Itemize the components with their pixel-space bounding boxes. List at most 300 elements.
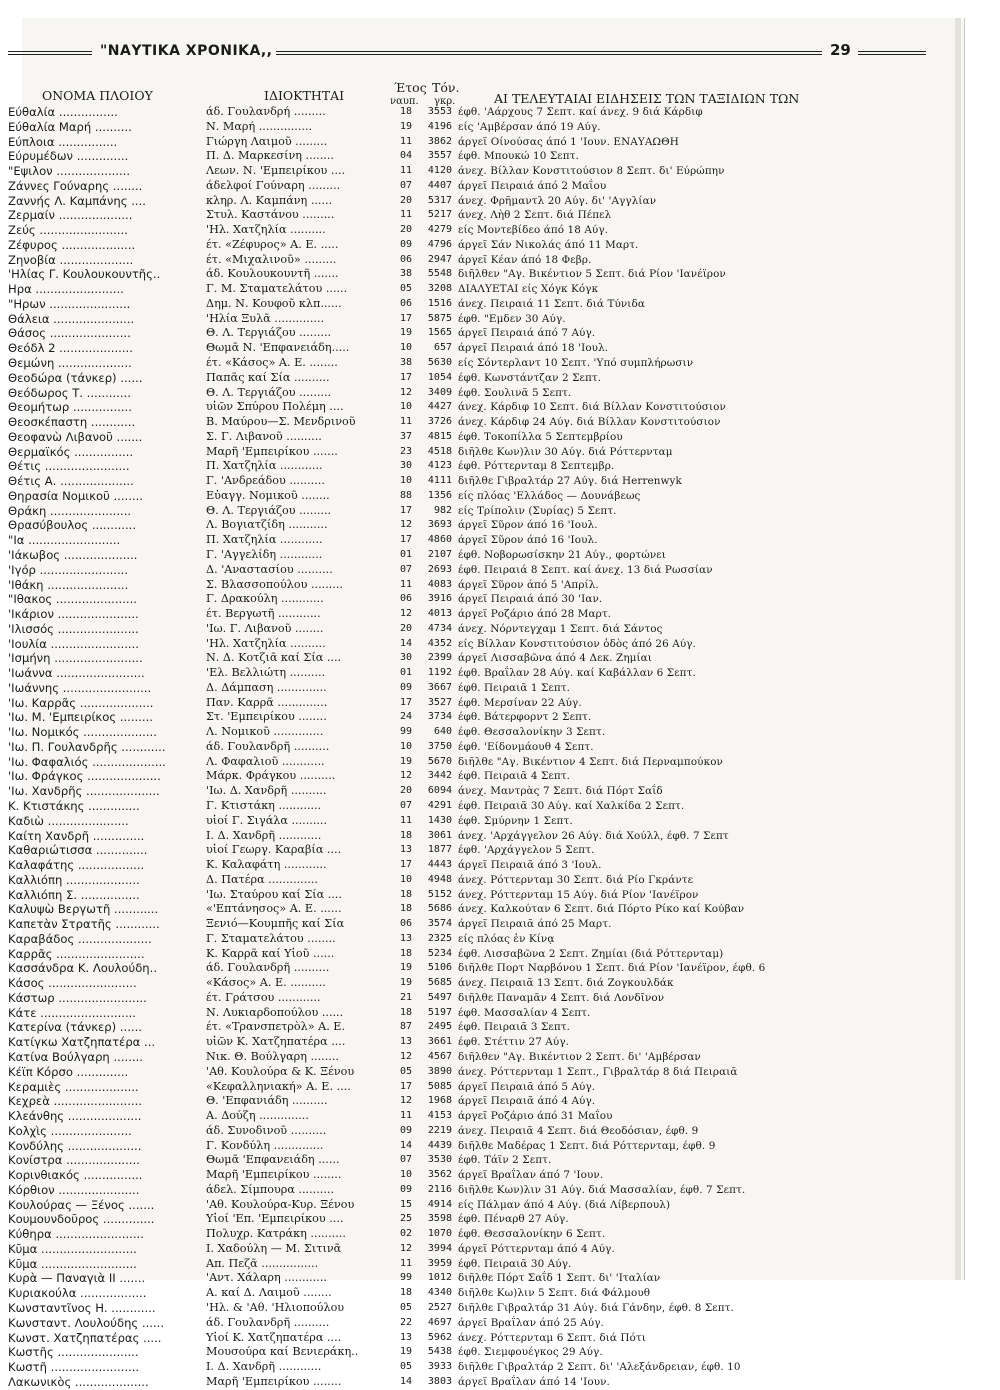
voyage-news: διῆλθε Κων)λιν 31 Αύγ. διά Μασσαλίαν, έφθ. 7 Σεπτ. [458, 1183, 746, 1196]
build-year: 12 [399, 770, 412, 782]
ship-name: Εύθαλία ................ [8, 105, 118, 119]
journal-title: "ΝΑΥΤΙΚΑ ΧΡΟΝΙΚΑ,, [100, 43, 273, 59]
gross-tons: 4948 [427, 873, 452, 885]
ship-name: Καθαριώτισσα .............. [8, 843, 148, 858]
ship-name: 'Ιω. Φράγκος .................... [8, 769, 161, 784]
gross-tons: 4518 [427, 445, 452, 457]
column-head-year-sub: ναυπ. [390, 96, 419, 107]
ship-name: Κωνσταντῖνος Η. ............ [8, 1301, 156, 1316]
table-row [8, 149, 928, 164]
ship-name: Κλεάνθης .................... [8, 1109, 142, 1124]
voyage-news: έφθ. Μπουκώ 10 Σεπτ. [458, 150, 579, 163]
owner-name: Εὐαγγ. Νομικοῦ ........ [206, 488, 330, 502]
owner-name: Απ. Πεζᾶ ................ [206, 1256, 319, 1270]
column-head-year: Έτος [394, 80, 427, 95]
owner-name: Γιώργη Λαιμοῦ ......... [206, 134, 328, 148]
table-row [8, 223, 928, 238]
voyage-news: άνεχ. Βίλλαν Κονστιτούσιον 8 Σεπτ. δι' Εύρώπην [458, 165, 725, 178]
gross-tons: 4083 [427, 578, 452, 590]
ship-name: Θηρασία Νομικοῦ ........ [8, 488, 143, 503]
voyage-news: άνεχ. Ρόττερνταμ 15 Αύγ. διά Ρίον 'Ιανέϊρον [458, 888, 699, 901]
voyage-news: είς Τρίπολιν (Συρίας) 5 Σεπτ. [458, 504, 617, 517]
build-year: 12 [399, 1242, 412, 1254]
owner-name: Παπᾶς καί Σία .......... [206, 370, 330, 384]
gross-tons: 982 [433, 504, 452, 516]
gross-tons: 3661 [427, 1036, 452, 1048]
ship-name: Καπετὰν Στρατῆς ............ [8, 917, 160, 932]
voyage-news: άργεῖ Πειραιᾶ άπό 3 'Ιουλ. [458, 859, 602, 872]
gross-tons: 5234 [427, 947, 452, 959]
table-row [8, 1124, 928, 1139]
owner-name: Μαρῆ 'Εμπειρίκου ........ [206, 1374, 342, 1388]
owner-name: κληρ. Λ. Καμπάνη ...... [206, 193, 333, 207]
owner-name: Π. Χατζηλία ............ [206, 533, 323, 547]
build-year: 13 [399, 844, 412, 856]
ship-name: Εύρυμέδων .............. [8, 149, 129, 164]
table-row [8, 578, 928, 593]
table-row [8, 696, 928, 711]
ship-name: Καλλιόπη .................... [8, 872, 140, 887]
gross-tons: 657 [433, 342, 452, 354]
ship-name: Κωνσταντ. Λουλούδης ...... [8, 1315, 165, 1330]
table-row [8, 991, 928, 1006]
build-year: 09 [399, 1124, 412, 1136]
gross-tons: 5106 [427, 962, 452, 974]
build-year: 19 [399, 755, 412, 767]
owner-name: υἱῶν Κ. Χατζηπατέρα .... [206, 1035, 346, 1049]
build-year: 18 [399, 106, 412, 117]
gross-tons: 5152 [427, 888, 452, 900]
owner-name: Δημ. Ν. Κουφοῦ κλπ...... [206, 296, 342, 310]
voyage-news: έφθ. Τάϊν 2 Σεπτ. [458, 1154, 552, 1167]
owner-name: Π. Δ. Μαρκεσίνη ........ [206, 149, 334, 163]
ship-name: Εύπλοια ................ [8, 134, 118, 149]
owner-name: Δ. Πατέρα .............. [206, 872, 318, 886]
build-year: 07 [399, 179, 412, 191]
ship-name: Θεόδωρος Τ. ............ [8, 385, 131, 400]
gross-tons: 1968 [427, 1095, 452, 1107]
build-year: 20 [399, 622, 412, 634]
table-row [8, 1168, 928, 1183]
build-year: 13 [399, 1036, 412, 1048]
table-row [8, 1316, 928, 1331]
voyage-news: διῆλθε Κω)λιν 5 Σεπτ. διά Φάλμουθ [458, 1287, 651, 1300]
gross-tons: 4860 [427, 534, 452, 546]
table-row [8, 430, 928, 445]
table-row [8, 445, 928, 460]
ship-name: Κωνστ. Χατζηπατέρας ..... [8, 1330, 162, 1345]
build-year: 87 [399, 1021, 412, 1033]
build-year: 19 [399, 120, 412, 132]
table-row [8, 120, 928, 135]
gross-tons: 2495 [427, 1021, 452, 1033]
table-row [8, 1094, 928, 1109]
gross-tons: 1012 [427, 1272, 452, 1284]
header-rule-end [858, 51, 926, 55]
gross-tons: 5685 [427, 977, 452, 989]
build-year: 09 [399, 681, 412, 693]
table-row [8, 548, 928, 563]
owner-name: 'Ελ. Βελλιώτη .......... [206, 666, 326, 680]
voyage-news: άνεχ. Πειραιᾶ 4 Σεπτ. διά Θεοδόσιαν, έφθ. 9 [458, 1124, 699, 1137]
header-rule-left [8, 51, 92, 55]
build-year: 25 [399, 1213, 412, 1225]
build-year: 07 [399, 1154, 412, 1166]
voyage-news: έφθ. 'Αρχάγγελον 5 Σεπτ. [458, 844, 595, 857]
owner-name: 'Ιω. Σταύρου καί Σία .... [206, 887, 342, 901]
table-row [8, 1020, 928, 1035]
ship-name: Καδιὼ ...................... [8, 813, 129, 828]
table-row [8, 400, 928, 415]
table-row [8, 533, 928, 548]
build-year: 09 [399, 238, 412, 250]
owner-name: Θ. Λ. Τεργιάζου ......... [206, 503, 332, 517]
page-edge-shadow [955, 18, 961, 1280]
table-row [8, 917, 928, 932]
build-year: 19 [399, 1346, 412, 1358]
owner-name: Νικ. Θ. Βούλγαρη ........ [206, 1050, 339, 1063]
ship-name: 'Ιάκωβος .................... [8, 547, 138, 562]
ship-name: Εύθαλία Μαρή .......... [8, 119, 132, 134]
gross-tons: 1356 [427, 489, 452, 501]
gross-tons: 2107 [427, 548, 452, 560]
table-row [8, 1035, 928, 1050]
owner-name: υἱοί Γ. Σιγάλα .......... [206, 813, 328, 827]
ship-name: Ζηνοβία .................... [8, 252, 134, 267]
ship-name: Θεοσκέπαστη ............ [8, 415, 136, 430]
table-row [8, 1331, 928, 1346]
ship-name: Κασσάνδρα Κ. Λουλούδη.. [8, 961, 158, 976]
table-row [8, 371, 928, 386]
gross-tons: 4120 [427, 165, 452, 177]
voyage-news: άργεῖ Πειραιά άπό 18 'Ιουλ. [458, 342, 609, 355]
table-row [8, 681, 928, 696]
table-row [8, 238, 928, 253]
ship-name: Κ. Κτιστάκης .............. [8, 798, 140, 813]
owner-name: Γ. 'Ανδρεάδου .......... [206, 474, 325, 488]
gross-tons: 3574 [427, 918, 452, 930]
build-year: 18 [399, 903, 412, 915]
owner-name: «Κεφαλληνιακή» Α. Ε. .... [206, 1079, 351, 1093]
owner-name: άδ. Γουλανδρῆ .......... [206, 961, 330, 975]
voyage-news: διῆλθε "Αγ. Βικέντιον 4 Σεπτ. διά Περναμπούκον [458, 755, 723, 768]
ship-name: Θεοφανὼ Λιβανοῦ ....... [8, 429, 143, 444]
build-year: 10 [399, 873, 412, 885]
gross-tons: 5317 [427, 194, 452, 206]
owner-name: Κ. Καλαφάτη ............ [206, 858, 327, 872]
ship-name: Ζάννες Γούναρης ........ [8, 178, 143, 193]
owner-name: Ι. Δ. Χανδρῆ ............ [206, 1360, 322, 1374]
gross-tons: 1054 [427, 371, 452, 383]
table-row [8, 1183, 928, 1198]
voyage-news: διῆλθε Πόρτ Σαΐδ 1 Σεπτ. δι' 'Ιταλίαν [458, 1272, 661, 1285]
column-head-tons: Τόν. [432, 80, 460, 95]
voyage-news: έφθ. Πέναρθ 27 Αύγ. [458, 1213, 569, 1226]
owner-name: Π. Χατζηλία ............ [206, 459, 323, 473]
ship-name: 'Ισμήνη ........................ [8, 651, 143, 666]
build-year: 12 [399, 386, 412, 398]
owner-name: Θωμᾶ Ν. 'Επφανειάδη..... [206, 341, 350, 355]
voyage-news: άργεῖ Σῦρον άπό 16 'Ιουλ. [458, 519, 598, 532]
gross-tons: 3208 [427, 283, 452, 295]
ship-name: Κωστῆ ........................ [8, 1360, 140, 1375]
ship-name: 'Ιω. Καρρᾶς .................... [8, 695, 154, 710]
voyage-news: διῆλθε Μαδέρας 1 Σεπτ. διά Ρόττερνταμ, έφθ. 9 [458, 1139, 716, 1152]
table-row [8, 459, 928, 474]
ship-name: Καλυψὼ Βεργωτῆ ............ [8, 902, 159, 917]
ship-name: 'Ιγόρ ........................ [8, 562, 129, 577]
build-year: 05 [399, 283, 412, 295]
gross-tons: 3557 [427, 150, 452, 162]
table-row [8, 415, 928, 430]
owner-name: Μάρκ. Φράγκου .......... [206, 769, 336, 783]
owner-name: 'Ιω. Δ. Χανδρῆ .......... [206, 784, 327, 798]
column-head-news: ΑΙ ΤΕΛΕΥΤΑΙΑΙ ΕΙΔΗΣΕΙΣ ΤΩΝ ΤΑΞΙΔΙΩΝ ΤΩΝ [494, 91, 800, 106]
ship-name: Θάσος ...................... [8, 326, 131, 341]
table-row [8, 769, 928, 784]
gross-tons: 4111 [427, 475, 452, 487]
table-row [8, 1080, 928, 1095]
voyage-news: διῆλθεν "Αγ. Βικέντιον 5 Σεπτ. διά Ρίον 'Ιανέϊρον [458, 268, 726, 281]
ship-name: Κονδύλης .................... [8, 1138, 142, 1153]
ship-name: Θεμώνη .................... [8, 356, 132, 371]
build-year: 12 [399, 1095, 412, 1107]
ship-name: Κουλούρας — Ξένος ....... [8, 1197, 155, 1212]
gross-tons: 2527 [427, 1302, 452, 1314]
table-row [8, 740, 928, 755]
table-row [8, 135, 928, 150]
ship-name: 'Ιωάννης ........................ [8, 680, 152, 695]
ship-name: Καρρᾶς ........................ [8, 946, 145, 961]
build-year: 99 [399, 726, 412, 738]
table-row [8, 1360, 928, 1375]
ship-name: "Εψιλον .................... [8, 164, 131, 179]
gross-tons: 3933 [427, 1361, 452, 1373]
voyage-news: έφθ. Στέττιν 27 Αύγ. [458, 1036, 570, 1049]
voyage-news: έφθ. Ρόττερνταμ 8 Σεπτεμβρ. [458, 460, 615, 473]
voyage-news: έφθ. 'Είδονμάουθ 4 Σεπτ. [458, 740, 594, 753]
build-year: 17 [399, 371, 412, 383]
owner-name: Δ. 'Αναστασίου .......... [206, 562, 333, 576]
ship-name: Κουμουνδοῦρος .............. [8, 1212, 155, 1227]
ship-name: 'Ιθάκη ...................... [8, 577, 129, 592]
owner-name: Λεων. Ν. 'Εμπειρίκου .... [206, 164, 346, 178]
owner-name: υἱοί Γεωργ. Καραβία .... [206, 843, 342, 857]
voyage-news: άργεῖ Σάν Νικολάς άπό 11 Μαρτ. [458, 238, 639, 251]
build-year: 10 [399, 342, 412, 354]
owner-name: έτ. «Τρανσπετρὸλ» Α. Ε. [206, 1020, 346, 1034]
voyage-news: άνεχ. 'Αρχάγγελον 26 Αύγ. διά Χούλλ, έφθ. 7 Σεπτ [458, 829, 729, 842]
ship-name: Κῦμα .......................... [8, 1241, 137, 1256]
owner-name: 'Αθ. Κουλούρα-Κυρ. Ξένου [206, 1197, 355, 1211]
ship-name: "Ια ......................... [8, 533, 121, 548]
voyage-news: άργεῖ Πειραιά άπό 30 'Ιαν. [458, 593, 603, 606]
voyage-news: έφθ. Λισσαβῶνα 2 Σεπτ. Ζημίαι (διά Ρόττερνταμ) [458, 947, 724, 960]
gross-tons: 3530 [427, 1154, 452, 1166]
build-year: 18 [399, 829, 412, 841]
build-year: 11 [399, 165, 412, 177]
ship-name: Κύθηρα ........................ [8, 1227, 144, 1242]
gross-tons: 3442 [427, 770, 452, 782]
voyage-news: έφθ. Σουλινᾶ 5 Σεπτ. [458, 386, 572, 399]
table-row [8, 1109, 928, 1124]
gross-tons: 5686 [427, 903, 452, 915]
build-year: 06 [399, 918, 412, 930]
build-year: 14 [399, 637, 412, 649]
voyage-news: άργεῖ Πειραιᾶ άπό 25 Μαρτ. [458, 918, 612, 931]
ship-name: Θεόδλ 2 .................... [8, 341, 133, 356]
gross-tons: 6094 [427, 785, 452, 797]
table-row [8, 1198, 928, 1213]
column-head-owner: ΙΔΙΟΚΤΗΤΑΙ [264, 88, 345, 103]
table-row [8, 1065, 928, 1080]
table-row [8, 784, 928, 799]
build-year: 11 [399, 209, 412, 221]
voyage-news: έφθ. Πειραιᾶ 1 Σεπτ. [458, 681, 571, 694]
owner-name: Θ. 'Επφανιάδη .......... [206, 1094, 328, 1108]
owner-name: άδ. Γουλανδρῆ .......... [206, 739, 330, 753]
ship-name: Ηρα ........................ [8, 282, 124, 297]
build-year: 07 [399, 563, 412, 575]
gross-tons: 5085 [427, 1080, 452, 1092]
owner-name: Λ. Φαφαλιοῦ ............ [206, 754, 325, 768]
build-year: 88 [399, 489, 412, 501]
build-year: 19 [399, 327, 412, 339]
build-year: 18 [399, 947, 412, 959]
build-year: 07 [399, 799, 412, 811]
owner-name: άδ. Γουλανδρῆ .......... [206, 1315, 330, 1329]
voyage-news: διῆλθεν "Αγ. Βικέντιον 2 Σεπτ. δι' 'Αμβέρσαν [458, 1051, 701, 1063]
voyage-news: διῆλθε Γιβραλτάρ 31 Αύγ. διά Γάνδην, έφθ. 8 Σεπτ. [458, 1302, 734, 1315]
gross-tons: 1070 [427, 1228, 452, 1240]
ship-name: Κόρθιον ...................... [8, 1182, 140, 1197]
owner-name: Γ. Σταματελάτου ........ [206, 931, 336, 945]
ship-name: Θράκη ...................... [8, 503, 132, 518]
voyage-news: έφθ. Βάτερφορντ 2 Σεπτ. [458, 711, 592, 724]
gross-tons: 2947 [427, 253, 452, 265]
owner-name: άδελ. Σίμπουρα .......... [206, 1182, 334, 1196]
owner-name: 'Ηλία Ξυλᾶ .............. [206, 311, 325, 325]
gross-tons: 3994 [427, 1242, 452, 1254]
owner-name: άδ. Γουλανδρή ......... [206, 105, 326, 118]
build-year: 17 [399, 1080, 412, 1092]
voyage-news: έφθ. Πειραιᾶ 30 Αύγ. καί Χαλκίδα 2 Σεπτ. [458, 799, 685, 812]
gross-tons: 2693 [427, 563, 452, 575]
build-year: 13 [399, 932, 412, 944]
voyage-news: άργεῖ Πειραιά άπό 2 Μαΐου [458, 179, 607, 192]
owner-name: «Κάσος» Α. Ε. .......... [206, 976, 326, 990]
gross-tons: 4153 [427, 1110, 452, 1122]
build-year: 20 [399, 785, 412, 797]
build-year: 11 [399, 416, 412, 428]
build-year: 19 [399, 977, 412, 989]
table-row [8, 386, 928, 401]
gross-tons: 3726 [427, 416, 452, 428]
ship-name: Λακωνικὸς .................... [8, 1374, 149, 1389]
ship-name: 'Ιωάννα ........................ [8, 666, 145, 681]
table-row [8, 710, 928, 725]
voyage-news: άνεχ. Καλκούταν 6 Σεπτ. διά Πόρτο Ρίκο καί Κούβαν [458, 903, 745, 916]
voyage-news: έφθ. Τοκοπίλλα 5 Σεπτεμβρίου [458, 430, 623, 443]
gross-tons: 640 [433, 726, 452, 738]
owner-name: έτ. Γράτσου ............ [206, 990, 321, 1004]
gross-tons: 4427 [427, 401, 452, 413]
table-row [8, 208, 928, 223]
gross-tons: 1877 [427, 844, 452, 856]
owner-name: έτ. «Μιχαλινοῦ» ......... [206, 252, 337, 266]
voyage-news: άνεχ. Νόρντεγχαμ 1 Σεπτ. διά Σάντος [458, 622, 663, 635]
build-year: 18 [399, 888, 412, 900]
gross-tons: 4914 [427, 1198, 452, 1210]
owner-name: Παν. Καρρᾶ .............. [206, 695, 328, 709]
table-row [8, 1006, 928, 1021]
ship-name: Θρασύβουλος ............ [8, 518, 137, 533]
owner-name: έτ. «Κάσος» Α. Ε. ........ [206, 356, 338, 370]
owner-name: Δ. Δάμπαση .............. [206, 680, 327, 694]
page-header [8, 38, 926, 68]
table-row [8, 518, 928, 533]
ship-name: "Ηρων ...................... [8, 296, 131, 311]
build-year: 23 [399, 445, 412, 457]
table-row [8, 1271, 928, 1286]
voyage-news: ΔΙΑΛΥΕΤΑΙ είς Χόγκ Κόγκ [458, 283, 599, 296]
owner-name: «'Επτάνησος» Α. Ε. ...... [206, 902, 342, 916]
owner-name: Ν. Μαρή ............... [206, 119, 313, 133]
owner-name: έτ. «Ζέφυρος» Α. Ε. ..... [206, 237, 339, 251]
gross-tons: 3693 [427, 519, 452, 531]
ship-name: Θεοδώρα (τάνκερ) ...... [8, 370, 143, 385]
ship-name: Κολχὶς ...................... [8, 1123, 132, 1138]
ship-name: Κάσος ........................ [8, 976, 137, 991]
gross-tons: 4734 [427, 622, 452, 634]
voyage-news: άργεῖ Βραΐλαν άπό 25 Αύγ. [458, 1316, 604, 1329]
owner-name: Β. Μαύρου—Σ. Μενδρινοῦ [206, 415, 356, 429]
owner-name: Γ. Μ. Σταματελάτου ...... [206, 282, 348, 296]
owner-name: άδ. Κουλουκουντῆ ....... [206, 267, 339, 281]
owner-name: 'Ηλ. Χατζηλία .......... [206, 636, 326, 650]
voyage-news: άργεῖ Ρόττερνταμ άπό 4 Αύγ. [458, 1242, 615, 1255]
ship-name: Κονίστρα .................... [8, 1153, 140, 1168]
voyage-news: άργεῖ Σῦρον άπό 5 'Απρίλ. [458, 578, 599, 591]
build-year: 10 [399, 740, 412, 752]
owner-name: Ι. Δ. Χανδρῆ ............ [206, 828, 322, 842]
gross-tons: 4439 [427, 1139, 452, 1151]
owner-name: 'Ηλ. Χατζηλία .......... [206, 223, 326, 237]
ship-name: 'Ιω. Π. Γουλανδρῆς ............ [8, 739, 166, 754]
ship-name: Καλαφάτης .................. [8, 858, 145, 873]
owner-name: Πολυχρ. Κατράκη .......... [206, 1227, 346, 1241]
build-year: 05 [399, 1065, 412, 1077]
table-row [8, 1345, 928, 1360]
gross-tons: 1516 [427, 297, 452, 309]
gross-tons: 5438 [427, 1346, 452, 1358]
ship-name: 'Ηλίας Γ. Κουλουκουντῆς.. [8, 267, 161, 282]
table-row [8, 888, 928, 903]
build-year: 30 [399, 652, 412, 664]
owner-name: 'Αθ. Κουλούρα & Κ. Ξένου [206, 1064, 355, 1078]
owner-name: Α. καί Δ. Λαιμοῦ ........ [206, 1286, 332, 1300]
owner-name: Κ. Καρρᾶ καί Υἱοῦ ...... [206, 946, 335, 960]
voyage-news: έφθ. Κωνστάντζαν 2 Σεπτ. [458, 371, 602, 384]
gross-tons: 1192 [427, 667, 452, 679]
owner-name: Γ. Δρακούλη ............ [206, 592, 324, 606]
gross-tons: 5217 [427, 209, 452, 221]
table-row [8, 253, 928, 268]
build-year: 05 [399, 1302, 412, 1314]
gross-tons: 4567 [427, 1051, 452, 1062]
voyage-news: άνεχ. Κάρδιφ 24 Αύγ. διά Βίλλαν Κονστιτούσιον [458, 416, 721, 429]
voyage-news: άργεῖ Λισσαβῶνα άπό 4 Δεκ. Ζημίαι [458, 652, 652, 665]
